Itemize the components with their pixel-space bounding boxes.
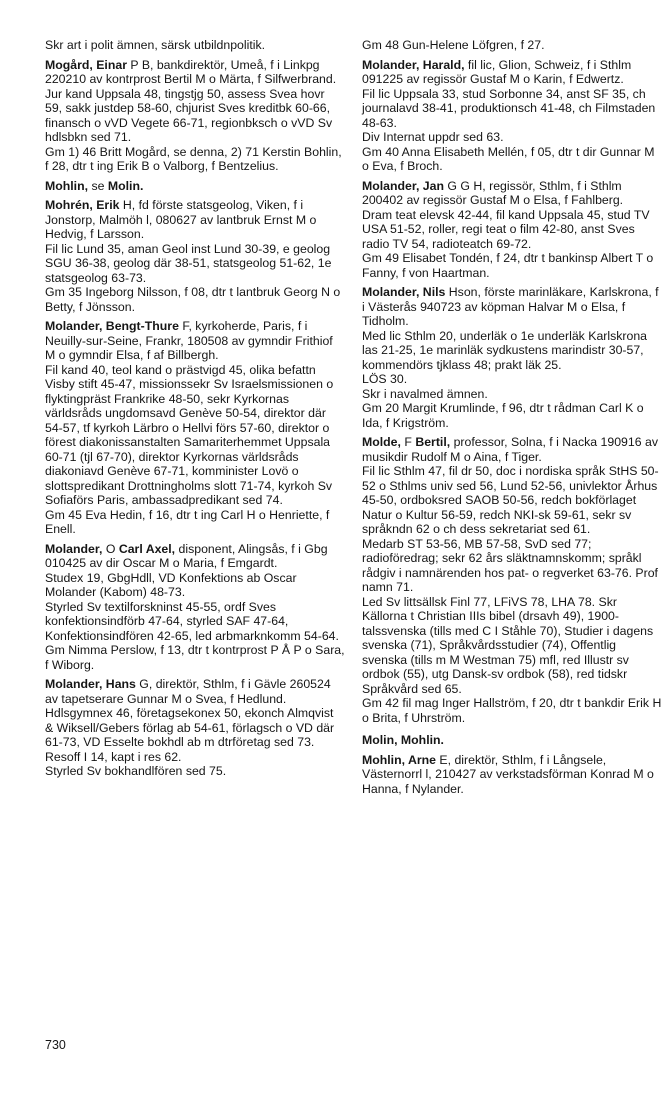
entry-name: Molin. <box>107 178 144 193</box>
entry-text: LÖS 30. <box>362 372 408 386</box>
text-paragraph <box>362 87 662 131</box>
entry-name: Molander, Nils <box>362 285 446 299</box>
entry-name: Molde, <box>362 435 401 449</box>
entry-paragraph <box>45 319 345 363</box>
entry-text: Studex 19, GbgHdll, VD Konfektions ab Oscar Molander (Kabom) 48-73. <box>45 570 297 599</box>
text-paragraph <box>45 285 345 314</box>
entry-text: Div Internat uppdr sed 63. <box>362 130 504 144</box>
entry-text: Styrled Sv bokhandlfören sed 75. <box>45 764 227 778</box>
text-paragraph <box>362 464 662 537</box>
text-paragraph <box>45 571 345 600</box>
entry-text: Skr art i polit ämnen, särsk utbildnpolitik. <box>45 38 266 52</box>
text-paragraph <box>362 130 662 145</box>
entry-name: Mohrén, Erik <box>45 198 120 212</box>
text-paragraph <box>362 537 662 595</box>
entry-paragraph <box>362 285 662 329</box>
text-paragraph <box>45 706 345 764</box>
entry-text: H, fd förste statsgeolog, Viken, f i Jonstorp, Malmöh l, 080627 av lantbruk Ernst M o Hedvig, f Larsson. <box>45 198 317 241</box>
text-paragraph <box>362 595 662 697</box>
entry-paragraph <box>362 58 662 87</box>
text-paragraph <box>362 145 662 174</box>
entry-text: Gm 48 Gun-Helene Löfgren, f 27. <box>362 38 545 52</box>
entry-text: Fil lic Uppsala 33, stud Sorbonne 34, anst SF 35, ch journalavd 38-41, produktionsch 41-48, ch Filmstaden 48-63. <box>362 86 656 130</box>
text-paragraph <box>45 242 345 286</box>
entry-paragraph <box>362 435 662 464</box>
entry-text: se <box>88 178 108 193</box>
left-column <box>45 38 345 779</box>
entry-text: Gm 49 Elisabet Tondén, f 24, dtr t bankinsp Albert T o Fanny, f von Haartman. <box>362 251 654 280</box>
entry-name: Molander, <box>45 541 103 556</box>
text-paragraph <box>362 329 662 373</box>
entry-text: Gm 40 Anna Elisabeth Mellén, f 05, dtr t dir Gunnar M o Eva, f Broch. <box>362 144 655 173</box>
entry-paragraph <box>45 677 345 706</box>
text-paragraph <box>362 251 662 280</box>
entry-name: Mohlin, <box>45 178 89 193</box>
page-number: 730 <box>45 1038 66 1052</box>
entry-name: Molander, Hans <box>45 677 136 691</box>
text-paragraph <box>362 696 662 725</box>
text-paragraph <box>362 208 662 252</box>
text-paragraph <box>45 643 345 672</box>
entry-name: Mogård, Einar <box>45 57 127 72</box>
entry-text: Dram teat elevsk 42-44, fil kand Uppsala 45, stud TV USA 51-52, roller, regi teat o film 42-80, anst Sves radio TV 54, radioteatch 69-72. <box>362 207 650 251</box>
text-paragraph <box>45 38 345 53</box>
text-paragraph <box>362 38 662 53</box>
entry-text: Hson, förste marinläkare, Karlskrona, f i Västerås 940723 av köpman Halvar M o Elsa, f Tidholm. <box>362 285 659 328</box>
entry-text: G G H, regissör, Sthlm, f i Sthlm 200402 av regissör Gustaf M o Elsa, f Fahlberg. <box>362 178 624 207</box>
entry-text: P B, bankdirektör, Umeå, f i Linkpg 220210 av kontrprost Bertil M o Märta, f Silfwerbrand. <box>45 57 337 86</box>
entry-text: Fil kand 40, teol kand o prästvigd 45, olika befattn Visby stift 45-47, missionssekr Sv Israelsmissionen o flyktingpräst Frankrike 48-50, sekr Kyrkornas världsråds ungdomsavd Genève 50-54, direktor där 54-57, tf kyrkoh Lärbro o Hellvi förs 57-60, direktor o förest diakonissanstalten Samariterhemmet Uppsala 60-71 (tjl 67-70), direktor Kyrkornas världsråds diakoniavd Genève 67-71, komminister Lovö o slottspredikant Drottningholms slott 71-74, kyrkoh Sv Sofiaförs Paris, ambassadpredikant sed 74. <box>45 362 334 507</box>
entry-text: Hdlsgymnex 46, företagsekonex 50, ekonch Almqvist & Wiksell/Gebers förlag ab 54-61, förlagsch o VD där 61-73, VD Esselte bokhdl ab m dtrföretag sed 73. Resoff I 14, kapt i res 62. <box>45 706 335 764</box>
entry-paragraph <box>362 753 662 797</box>
entry-text: Gm 1) 46 Britt Mogård, se denna, 2) 71 Kerstin Bohlin, f 28, dtr t ing Erik B o Valborg, f Bentzelius. <box>45 144 342 173</box>
entry-text: Gm 45 Eva Hedin, f 16, dtr t ing Carl H o Henriette, f Enell. <box>45 507 330 536</box>
entry-name: Molander, Bengt-Thure <box>45 319 179 333</box>
entry-text: F, kyrkoherde, Paris, f i Neuilly-sur-Seine, Frankr, 180508 av gymndir Frithiof M o gymndir Elsa, f af Billbergh. <box>45 319 333 362</box>
entry-paragraph <box>45 179 345 194</box>
text-paragraph <box>362 372 662 387</box>
entry-name: Carl Axel, <box>118 541 176 556</box>
text-paragraph <box>362 401 662 430</box>
text-paragraph <box>45 145 345 174</box>
entry-paragraph <box>45 542 345 571</box>
text-paragraph <box>45 508 345 537</box>
entry-text: Styrled Sv textilforskninst 45-55, ordf Sves konfektionsindförb 47-64, styrled SAF 47-64, Konfektionsindfören 42-65, led arbmarknkomm 54-64. <box>45 599 339 643</box>
text-paragraph <box>45 363 345 508</box>
entry-name: Mohlin, Arne <box>362 752 437 767</box>
entry-text: Skr i navalmed ämnen. <box>362 386 488 401</box>
entry-name: Molander, Jan <box>362 178 445 193</box>
entry-text: Gm 35 Ingeborg Nilsson, f 08, dtr t lantbruk Georg N o Betty, f Jönsson. <box>45 285 341 314</box>
entry-text: E, direktör, Sthlm, f i Långsele, Västernorrl l, 210427 av verkstadsförman Konrad M o Hanna, f Nylander. <box>362 752 654 796</box>
entry-text: Med lic Sthlm 20, underläk o 1e underläk Karlskrona las 21-25, 1e marinläk sydkustens marindistr 30-57, kommendörs tjklass 48; prakt läk 25. <box>362 328 648 372</box>
entry-text: Medarb ST 53-56, MB 57-58, SvD sed 77; radioföredrag; sekr 62 års släktnamnskomm; språkl rådgiv i namnärenden hos pat- o regverket 63-76. Prof namn 71. <box>362 536 658 594</box>
entry-text: G, direktör, Sthlm, f i Gävle 260524 av tapetserare Gunnar M o Svea, f Hedlund. <box>45 677 331 706</box>
entry-text: Gm 20 Margit Krumlinde, f 96, dtr t rådman Carl K o Ida, f Krigström. <box>362 401 644 430</box>
entry-text: O <box>102 541 119 556</box>
entry-name: Bertil, <box>415 435 451 449</box>
entry-paragraph <box>45 58 345 87</box>
entry-paragraph <box>45 198 345 242</box>
entry-paragraph <box>362 179 662 208</box>
entry-text: disponent, Alingsås, f i Gbg 010425 av dir Oscar M o Maria, f Emgardt. <box>45 541 328 570</box>
text-paragraph <box>45 600 345 644</box>
text-paragraph <box>362 387 662 402</box>
entry-text: Fil lic Lund 35, aman Geol inst Lund 30-39, e geolog SGU 36-38, geolog där 38-51, statsgeolog 51-62, 1e statsgeolog 63-73. <box>45 241 332 285</box>
entry-text: Led Sv littsällsk Finl 77, LFiVS 78, LHA 78. Skr Källorna t Christian IIIs bibel (drsavh 49), 1900-talssvenska (tills med C I Ståhle 70), Studier i dagens svenska (71), Språkvårdsstudier (74), Offentlig svenska (tills m M Westman 75) mfl, red Illustr sv ordbok (55), utg Dansk-sv ordbok (58), red tidskr Språkvård sed 65. <box>362 594 654 696</box>
entry-text: Jur kand Uppsala 48, tingstjg 50, assess Svea hovr 59, sakk justdep 58-60, chjurist Sves kreditbk 60-66, finansch o vVD Vegete 66-71, regionbksch o vVD Sv hdlsbkn sed 71. <box>45 86 333 144</box>
entry-text: Gm Nimma Perslow, f 13, dtr t kontrprost P Å P o Sara, f Wiborg. <box>45 643 345 672</box>
text-paragraph <box>45 764 345 779</box>
entry-name: Molander, Harald, <box>362 57 465 72</box>
entry-text: F <box>400 435 416 449</box>
entry-text: professor, Solna, f i Nacka 190916 av musikdir Rudolf M o Aina, f Tiger. <box>362 435 658 464</box>
entry-text: Fil lic Sthlm 47, fil dr 50, doc i nordiska språk StHS 50-52 o Sthlms univ sed 56, Lund 52-56, univlektor Århus 45-50, ordboksred SAOB 50-56, redch bokförlaget Natur o Kultur 56-59, redch NKI-sk 59-61, sekr sv språkndn 62 o ch dess sekretariat sed 61. <box>362 464 659 536</box>
text-paragraph <box>45 87 345 145</box>
entry-paragraph <box>362 733 662 748</box>
entry-text: Gm 42 fil mag Inger Hallström, f 20, dtr t bankdir Erik H o Brita, f Uhrström. <box>362 696 662 725</box>
entry-text: fil lic, Glion, Schweiz, f i Sthlm 091225 av regissör Gustaf M o Karin, f Edwertz. <box>362 57 632 86</box>
entry-name: Molin, Mohlin. <box>362 733 444 747</box>
right-column <box>362 38 662 796</box>
